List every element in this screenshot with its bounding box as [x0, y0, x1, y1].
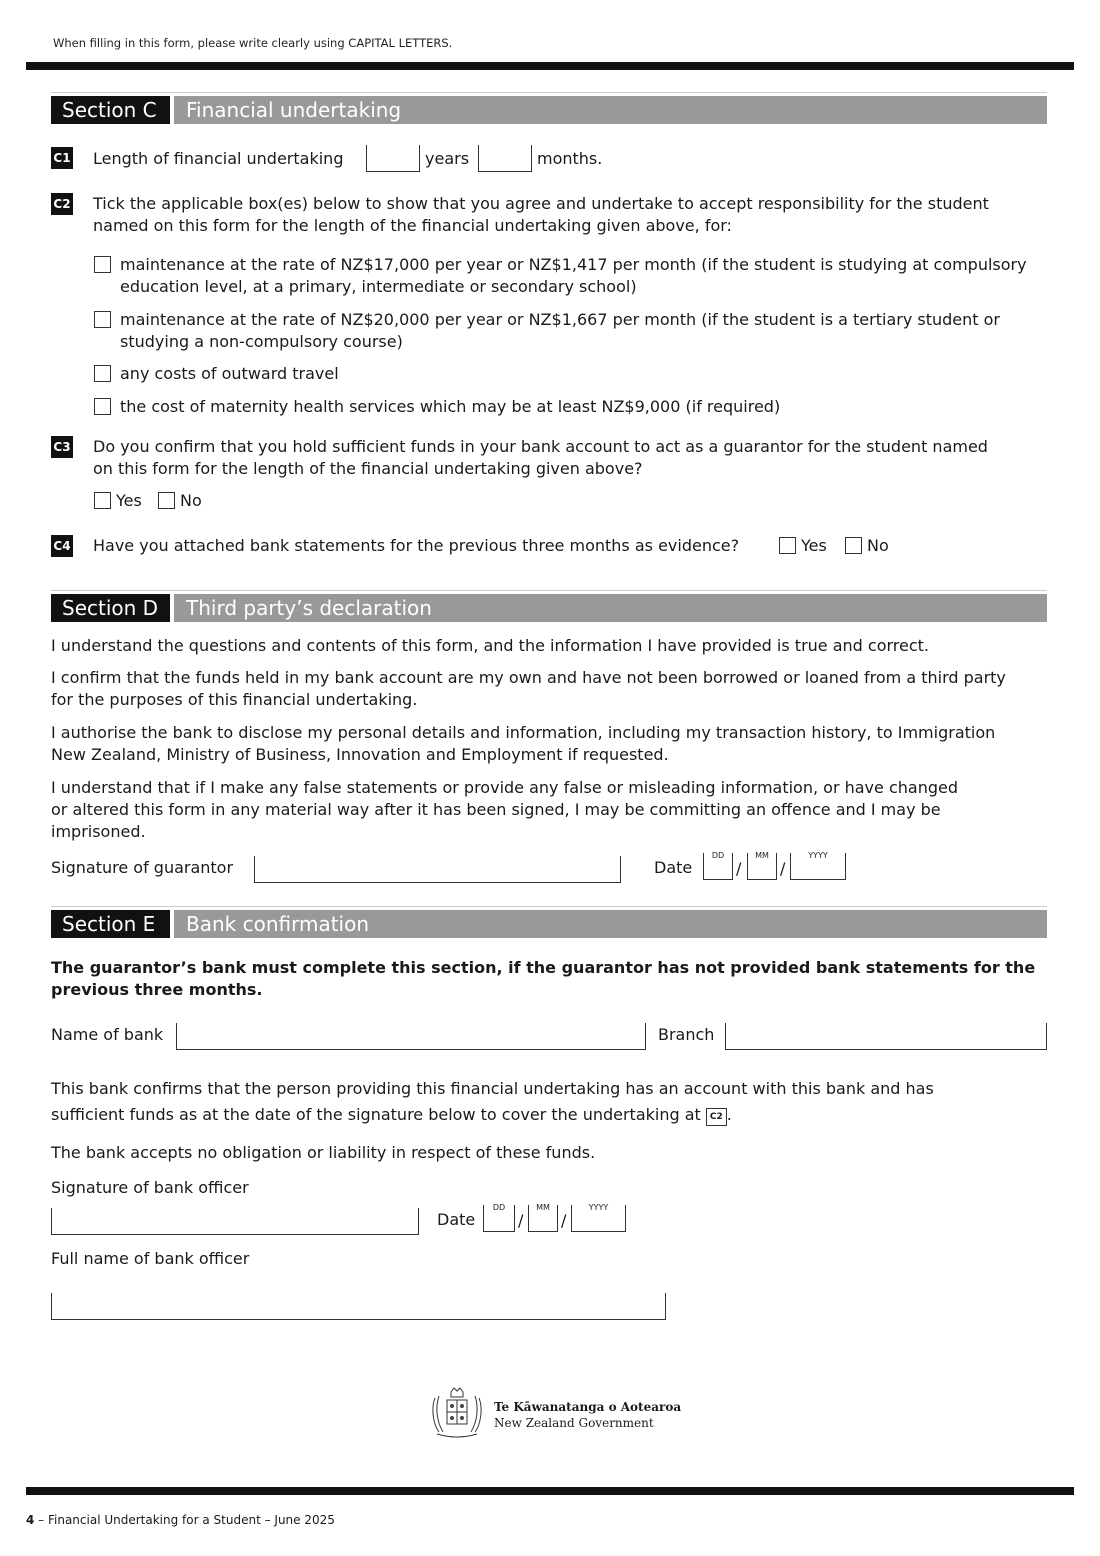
- c1-years-label: years: [425, 149, 470, 168]
- bank-confirm-line2: [51, 1104, 732, 1126]
- declaration-p1: I understand the questions and contents of this form, and the information I have provided is true and correct.: [51, 636, 930, 655]
- branch-field[interactable]: [725, 1023, 1047, 1050]
- footer-text: – Financial Undertaking for a Student – June 2025: [34, 1513, 335, 1527]
- dd-caption: DD: [492, 1203, 506, 1212]
- declaration-p3-line2: New Zealand, Ministry of Business, Innovation and Employment if requested.: [51, 745, 669, 764]
- bank-intro-line1: The guarantor’s bank must complete this section, if the guarantor has not provided bank statements for the: [51, 958, 1036, 977]
- section-d-header: [51, 590, 1047, 622]
- guarantor-date-yyyy[interactable]: [790, 853, 846, 880]
- officer-date-label: Date: [437, 1210, 476, 1229]
- guarantor-date-label: Date: [654, 858, 693, 877]
- c1-months-label: months.: [537, 149, 603, 168]
- bank-name-field[interactable]: [176, 1023, 646, 1050]
- c2-option-1-line2: education level, at a primary, intermediate or secondary school): [120, 277, 637, 296]
- c2-option-3-checkbox[interactable]: [94, 365, 111, 382]
- question-c4-number: C4: [51, 535, 73, 557]
- c3-text-line2: on this form for the length of the financial undertaking given above?: [93, 459, 643, 478]
- declaration-p4-line1: I understand that if I make any false statements or provide any false or misleading information, or have changed: [51, 778, 958, 797]
- bank-intro-line2: previous three months.: [51, 980, 263, 999]
- bank-confirm-text: sufficient funds as at the date of the signature below to cover the undertaking at: [51, 1105, 701, 1124]
- c2-reference-badge: C2: [706, 1108, 727, 1126]
- footer: [26, 1513, 335, 1527]
- yyyy-caption: YYYY: [808, 851, 828, 860]
- dd-caption: DD: [711, 851, 725, 860]
- c1-months-input[interactable]: [478, 145, 532, 172]
- c2-option-2-checkbox[interactable]: [94, 311, 111, 328]
- officer-name-label: Full name of bank officer: [51, 1249, 250, 1268]
- c4-no-label: No: [867, 536, 889, 555]
- instruction: When filling in this form, please write clearly using CAPITAL LETTERS.: [53, 36, 453, 50]
- officer-signature-field[interactable]: [51, 1208, 419, 1235]
- section-e-header: [51, 906, 1047, 938]
- guarantor-date-dd[interactable]: [703, 853, 733, 880]
- c2-option-1-checkbox[interactable]: [94, 256, 111, 273]
- bottom-rule: [26, 1487, 1074, 1495]
- declaration-p4-line3: imprisoned.: [51, 822, 146, 841]
- question-c3-number: C3: [51, 436, 73, 458]
- mm-caption: MM: [536, 1203, 550, 1212]
- section-d-title: Third party’s declaration: [174, 594, 1047, 622]
- c3-text-line1: Do you confirm that you hold sufficient funds in your bank account to act as a guarantor for the student named: [93, 437, 988, 456]
- section-c-title: Financial undertaking: [174, 96, 1047, 124]
- c2-option-1-line1: maintenance at the rate of NZ$17,000 per year or NZ$1,417 per month (if the student is studying at compulsory: [120, 255, 1027, 274]
- c2-option-3-line1: any costs of outward travel: [120, 364, 339, 383]
- c2-option-2-line2: studying a non-compulsory course): [120, 332, 403, 351]
- date-slash: /: [736, 859, 742, 878]
- section-e-tag: Section E: [51, 910, 170, 938]
- section-d-tag: Section D: [51, 594, 170, 622]
- declaration-p4-line2: or altered this form in any material way after it has been signed, I may be committing an offence and I may be: [51, 800, 941, 819]
- declaration-p3-line1: I authorise the bank to disclose my personal details and information, including my transaction history, to Immigration: [51, 723, 996, 742]
- mm-caption: MM: [755, 851, 769, 860]
- logo-text-english: New Zealand Government: [494, 1416, 654, 1430]
- declaration-p2-line2: for the purposes of this financial undertaking.: [51, 690, 418, 709]
- top-rule: [26, 62, 1074, 70]
- confirm-end: .: [726, 1105, 732, 1124]
- c4-no-checkbox[interactable]: [845, 537, 862, 554]
- officer-date-yyyy[interactable]: [571, 1205, 626, 1232]
- guarantor-date-mm[interactable]: [747, 853, 777, 880]
- declaration-p2-line1: I confirm that the funds held in my bank account are my own and have not been borrowed or loaned from a third party: [51, 668, 1006, 687]
- nz-coat-of-arms-icon: [427, 1384, 487, 1440]
- c2-option-4-checkbox[interactable]: [94, 398, 111, 415]
- question-c2-number: C2: [51, 193, 73, 215]
- c2-text-line2: named on this form for the length of the financial undertaking given above, for:: [93, 216, 732, 235]
- page-number: 4: [26, 1513, 35, 1527]
- c4-yes-checkbox[interactable]: [779, 537, 796, 554]
- officer-date-mm[interactable]: [528, 1205, 558, 1232]
- c4-label: Have you attached bank statements for the previous three months as evidence?: [93, 536, 740, 555]
- c2-option-4-line1: the cost of maternity health services which may be at least NZ$9,000 (if required): [120, 397, 781, 416]
- c3-yes-checkbox[interactable]: [94, 492, 111, 509]
- date-slash: /: [561, 1211, 567, 1230]
- date-slash: /: [780, 859, 786, 878]
- section-c-header: [51, 92, 1047, 124]
- date-slash: /: [518, 1211, 524, 1230]
- c4-yes-label: Yes: [801, 536, 827, 555]
- guarantor-signature-label: Signature of guarantor: [51, 858, 234, 877]
- c3-no-label: No: [180, 491, 202, 510]
- c1-label: Length of financial undertaking: [93, 149, 344, 168]
- section-c-tag: Section C: [51, 96, 170, 124]
- yyyy-caption: YYYY: [588, 1203, 609, 1212]
- branch-label: Branch: [658, 1025, 715, 1044]
- officer-name-field[interactable]: [51, 1293, 666, 1320]
- c3-yes-label: Yes: [116, 491, 142, 510]
- c2-text-line1: Tick the applicable box(es) below to show that you agree and undertake to accept responsibility for the student: [93, 194, 989, 213]
- c3-no-checkbox[interactable]: [158, 492, 175, 509]
- logo-text-maori: Te Kāwanatanga o Aotearoa: [494, 1400, 682, 1414]
- section-e-title: Bank confirmation: [174, 910, 1047, 938]
- guarantor-signature-field[interactable]: [254, 856, 621, 883]
- bank-name-label: Name of bank: [51, 1025, 164, 1044]
- officer-date-dd[interactable]: [483, 1205, 515, 1232]
- question-c1-number: C1: [51, 147, 73, 169]
- c2-option-2-line1: maintenance at the rate of NZ$20,000 per year or NZ$1,667 per month (if the student is a tertiary student or: [120, 310, 1000, 329]
- no-liability-text: The bank accepts no obligation or liability in respect of these funds.: [51, 1143, 596, 1162]
- bank-confirm-line1: This bank confirms that the person providing this financial undertaking has an account with this bank and has: [51, 1079, 934, 1098]
- c1-years-input[interactable]: [366, 145, 420, 172]
- officer-signature-label: Signature of bank officer: [51, 1178, 249, 1197]
